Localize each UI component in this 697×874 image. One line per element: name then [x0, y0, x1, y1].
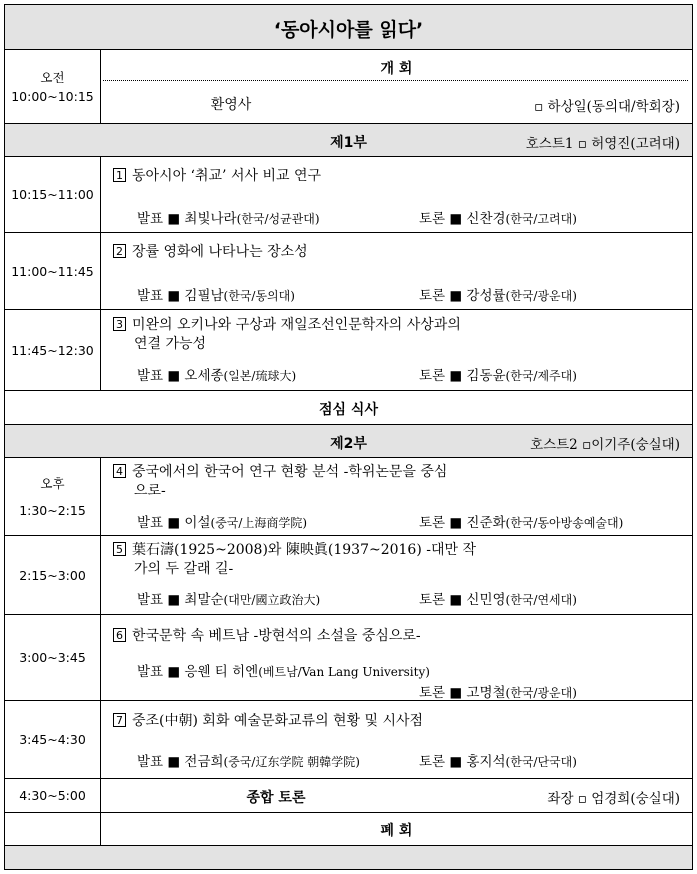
discussant-affiliation: (한국/제주대): [505, 369, 577, 383]
talk-title-text: 미완의 오키나와 구상과 재일조선인문학자의 사상과의: [132, 317, 461, 333]
time-cell: [5, 615, 101, 700]
presenter-name: 발표 ■ 전금희: [137, 754, 224, 770]
talk-row: [5, 310, 692, 391]
part1-host: 호스트1 ▫ 허영진(고려대): [525, 136, 680, 152]
discussant-name: 토론 ■ 신찬경: [419, 211, 506, 227]
general-discussion-label: 종합 토론: [246, 790, 306, 806]
talk-title: [113, 167, 321, 186]
talk-title: [113, 627, 421, 646]
welcome-label: 환영사: [210, 97, 252, 113]
talk-title-text: 중조(中朝) 회화 예술문화교류의 현황 및 시사점: [132, 713, 424, 729]
talk-title-text: 중국에서의 한국어 연구 현황 분석 -학위논문을 중심: [132, 464, 448, 480]
opening-label: 개 회: [380, 61, 413, 77]
presenter: [137, 588, 320, 608]
talk-number: 7: [113, 713, 126, 727]
talk-title: [113, 243, 308, 262]
dotted-divider: [103, 80, 688, 81]
presenter-affiliation: (일본/琉球大): [223, 369, 297, 383]
closing-label: 폐 회: [380, 823, 413, 839]
discussant-name: 토론 ■ 홍지석: [419, 754, 506, 770]
program-table: [4, 4, 693, 870]
discussant-name: 토론 ■ 진준화: [419, 515, 506, 531]
discussant-name: 토론 ■ 강성률: [419, 288, 506, 304]
presenter-affiliation: (베트남/Van Lang University): [258, 665, 430, 679]
discussant-affiliation: (한국/광운대): [505, 289, 577, 303]
time-period: 오후: [40, 475, 65, 491]
time-cell: [5, 536, 101, 614]
talk-title-line2: 연결 가능성: [134, 336, 207, 352]
talk-number: 5: [113, 542, 126, 556]
presenter-affiliation: (한국/성균관대): [236, 212, 320, 226]
part2-row: [5, 425, 692, 458]
presenter-affiliation: (중국/上海商学院): [210, 516, 308, 530]
welcome-speaker: ▫ 하상일(동의대/학회장): [534, 99, 680, 115]
time-cell: [5, 813, 101, 845]
talk-title-text: 葉石濤(1925~2008)와 陳映眞(1937~2016) -대만 작: [132, 542, 477, 558]
talk-number: 1: [113, 168, 126, 182]
time-range: 10:15~11:00: [11, 187, 94, 202]
discussant-affiliation: (한국/고려대): [505, 212, 577, 226]
time-range: 10:00~10:15: [11, 88, 94, 104]
presenter: [137, 660, 430, 680]
presenter-name: 발표 ■ 최말순: [137, 592, 224, 608]
time-range: 1:30~2:15: [19, 502, 86, 518]
discussant-affiliation: (한국/광운대): [505, 686, 577, 700]
closing-row: [5, 813, 692, 846]
talk-row: [5, 458, 692, 536]
talk-title-text: 동아시아 ‘취교’ 서사 비교 연구: [132, 168, 321, 184]
talk-row: [5, 701, 692, 779]
talk-row: [5, 157, 692, 233]
talk-title: [113, 712, 423, 731]
title-row: [5, 5, 692, 50]
part2-label: 제2부: [330, 436, 367, 452]
presenter-name: 발표 ■ 오세종: [137, 368, 224, 384]
part1-row: [5, 124, 692, 157]
presenter-affiliation: (중국/辽东学院 朝韓学院): [223, 755, 360, 769]
time-cell: [5, 458, 101, 535]
time-range: 3:00~3:45: [19, 650, 86, 665]
discussant-name: 토론 ■ 고명철: [419, 685, 506, 701]
time-cell: [5, 233, 101, 309]
discussant: [419, 284, 577, 304]
time-range: 11:45~12:30: [11, 342, 94, 358]
program-title: ‘동아시아를 읽다’: [273, 19, 424, 41]
presenter-affiliation: (대만/國立政治大): [223, 593, 321, 607]
general-discussion-row: [5, 779, 692, 813]
talk-number: 2: [113, 244, 126, 258]
talk-title-line2: 으로-: [134, 483, 166, 499]
talk-number: 4: [113, 464, 126, 478]
presenter-name: 발표 ■ 최빛나라: [137, 211, 237, 227]
talk-title: [113, 541, 476, 560]
time-cell: [5, 157, 101, 232]
general-discussion-chair: 좌장 ▫ 엄경희(숭실대): [547, 791, 680, 807]
talk-title: [113, 463, 447, 482]
presenter-name: 발표 ■ 응웬 티 히엔: [137, 664, 259, 680]
presenter: [137, 207, 320, 227]
discussant: [419, 681, 577, 701]
discussant: [419, 750, 577, 770]
part1-label: 제1부: [330, 135, 367, 151]
talk-row: [5, 615, 692, 701]
time-cell: [5, 701, 101, 778]
talk-title-text: 장률 영화에 나타나는 장소성: [132, 244, 308, 260]
time-cell: [5, 779, 101, 812]
time-range: 4:30~5:00: [19, 788, 86, 803]
time-range: 11:00~11:45: [11, 263, 94, 279]
discussant: [419, 511, 623, 531]
talk-number: 3: [113, 317, 126, 331]
presenter: [137, 364, 296, 384]
talk-number: 6: [113, 628, 126, 642]
presenter-name: 발표 ■ 이설: [137, 515, 211, 531]
presenter-name: 발표 ■ 김필남: [137, 288, 224, 304]
discussant-name: 토론 ■ 신민영: [419, 592, 506, 608]
discussant-affiliation: (한국/동아방송예술대): [505, 516, 624, 530]
opening-row: [5, 50, 692, 124]
talk-title-text: 한국문학 속 베트남 -방현석의 소설을 중심으로-: [132, 628, 421, 644]
time-range: 3:45~4:30: [19, 732, 86, 747]
lunch-row: [5, 391, 692, 425]
discussant-affiliation: (한국/단국대): [505, 755, 577, 769]
discussant: [419, 364, 577, 384]
discussant-affiliation: (한국/연세대): [505, 593, 577, 607]
discussant: [419, 207, 577, 227]
presenter: [137, 511, 307, 531]
time-cell: [5, 50, 101, 123]
time-cell: [5, 310, 101, 390]
presenter: [137, 750, 360, 770]
footer-band: [5, 846, 692, 869]
talk-title: [113, 316, 461, 335]
lunch-label: 점심 식사: [319, 402, 378, 418]
presenter-affiliation: (한국/동의대): [223, 289, 295, 303]
presenter: [137, 284, 295, 304]
discussant-name: 토론 ■ 김동윤: [419, 368, 506, 384]
time-range: 2:15~3:00: [19, 567, 86, 583]
discussant: [419, 588, 577, 608]
talk-title-line2: 가의 두 갈래 길-: [134, 561, 234, 577]
part2-host: 호스트2 ▫이기주(숭실대): [530, 437, 680, 453]
talk-row: [5, 233, 692, 310]
talk-row: [5, 536, 692, 615]
time-period: 오전: [40, 69, 65, 85]
